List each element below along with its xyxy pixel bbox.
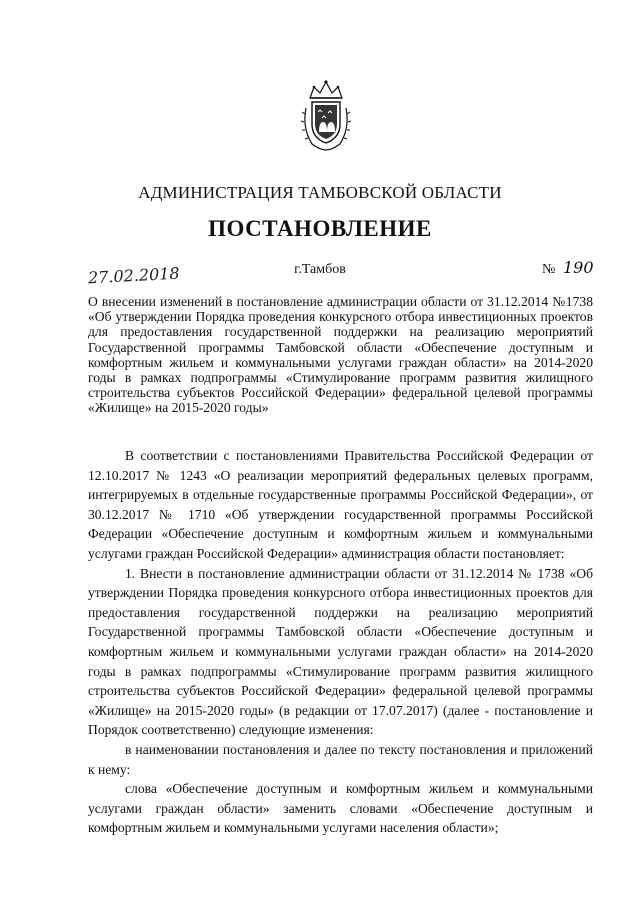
handwritten-number: 190 <box>563 258 594 277</box>
body-paragraph: 1. Внести в постановление администрации области от 31.12.2014 № 1738 «Об утверждении Порядка проведения конкурсного отбора инвестиционных проектов для предоставления государственной поддержки на реализацию мероприятий Государственной программы Тамбовской области «Обеспечение доступным и комфортным жильем и коммунальными услугами граждан области» на 2014-2020 годы в рамках подпрограммы «Стимулирование программ развития жилищного строительства субъектов Российской Федерации» федеральной целевой программы «Жилище» на 2015-2020 годы» (в редакции от 17.07.2017) (далее - постановление и Порядок соответственно) следующие изменения: <box>88 565 593 738</box>
city-name: г.Тамбов <box>294 262 346 277</box>
document-subject: О внесении изменений в постановление администрации области от 31.12.2014 №1738 «Об утверждении Порядка проведения конкурсного отбора инвестиционных проектов для предоставления государственной поддержки на реализацию мероприятий Государственной программы Тамбовской области «Обеспечение доступным и комфортным жильем и коммунальными услугами граждан области» на 2014-2020 годы в рамках подпрограммы «Стимулирование программ развития жилищного строительства субъектов Российской Федерации» федеральной целевой программы «Жилище» на 2015-2020 годы» <box>88 294 593 416</box>
organization-title: АДМИНИСТРАЦИЯ ТАМБОВСКОЙ ОБЛАСТИ <box>138 183 502 202</box>
document-type-title: ПОСТАНОВЛЕНИЕ <box>208 216 432 241</box>
handwritten-date: 27.02.2018 <box>87 263 181 288</box>
document-body <box>88 446 593 838</box>
number-label: № <box>542 262 556 277</box>
body-paragraph: слова «Обеспечение доступным и комфортным жильем и коммунальными услугами граждан области» заменить словами «Обеспечение доступным и комфортным жильем и коммунальными услугами населения области»; <box>88 781 593 836</box>
coat-of-arms-emblem <box>300 78 352 152</box>
body-paragraph: в наименовании постановления и далее по тексту постановления и приложений к нему: <box>88 741 593 777</box>
body-paragraph: В соответствии с постановлениями Правительства Российской Федерации от 12.10.2017 № 1243 «О реализации мероприятий федеральных целевых программ, интегрируемых в отдельные государственные программы Российской Федерации», от 30.12.2017 № 1710 «Об утверждении государственной программы Российской Федерации «Обеспечение доступным и комфортным жильем и коммунальными услугами граждан Российской Федерации» администрация области постановляет: <box>88 448 593 561</box>
